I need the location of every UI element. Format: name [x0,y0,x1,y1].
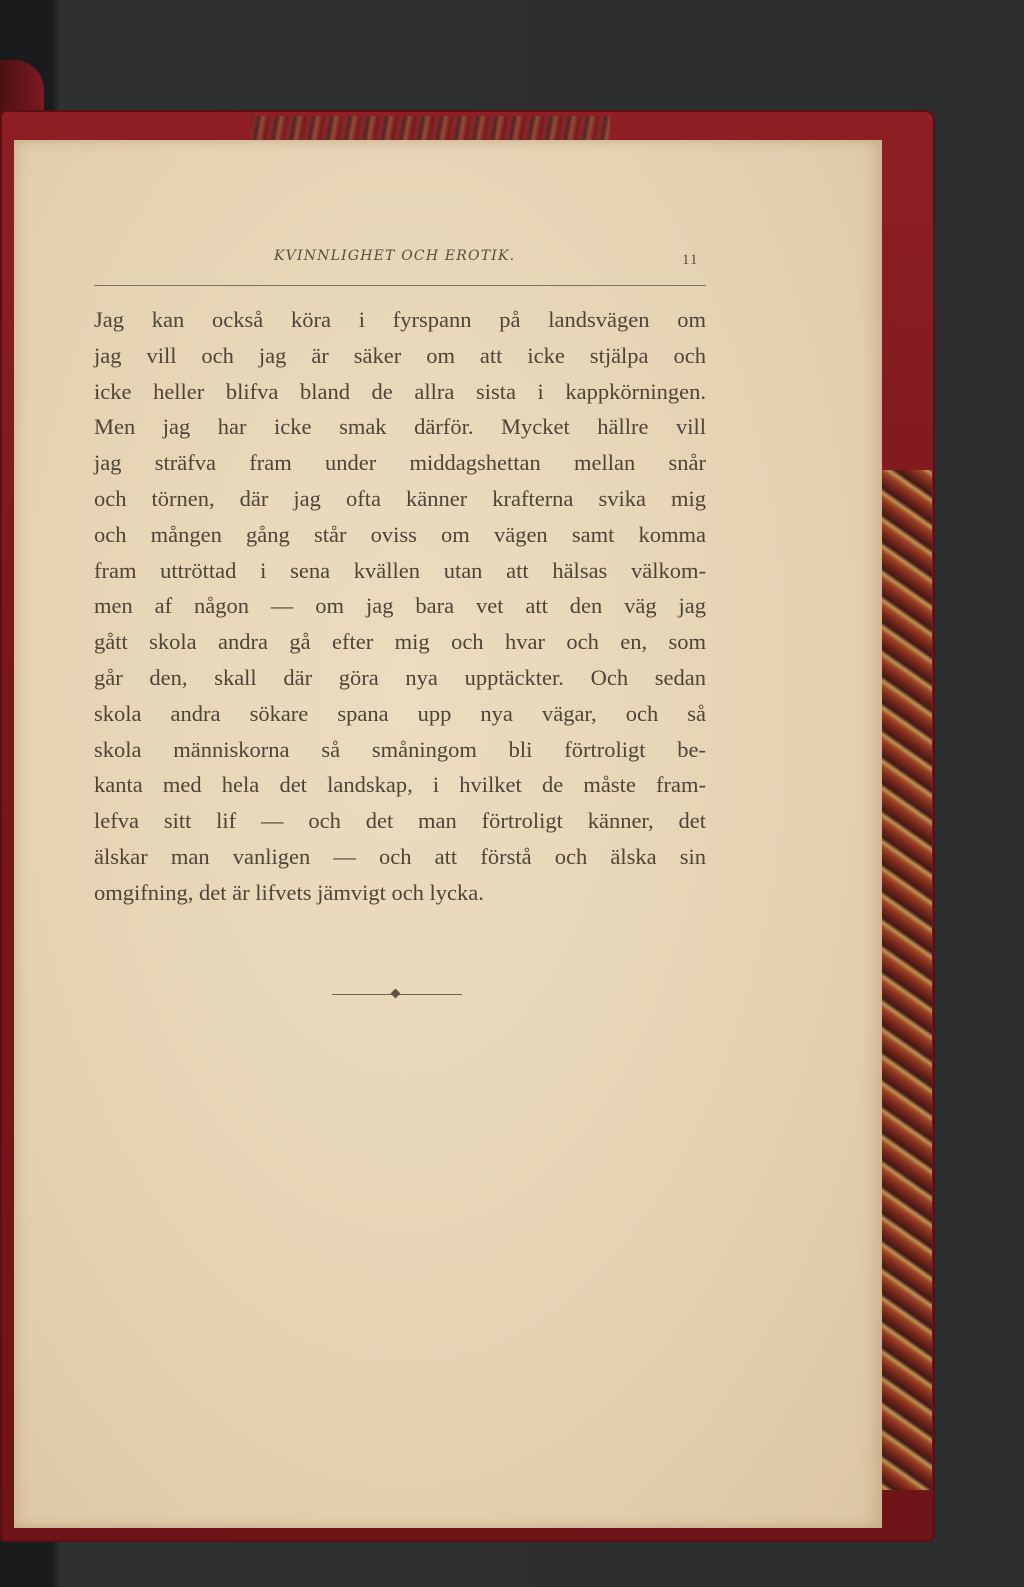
text-line: skola andra sökare spana upp nya vägar, och så [94,700,706,726]
text-line: icke heller blifva bland de allra sista i kappkörningen. [94,378,706,404]
book-page [14,140,882,1528]
text-line: kanta med hela det landskap, i hvilket de måste fram- [94,772,706,798]
text-line: och törnen, där jag ofta känner krafterna svika mig [94,485,706,511]
text-line: Jag kan också köra i fyrspann på landsvägen om [94,307,706,332]
text-line: men af någon — om jag bara vet att den väg jag [94,593,706,619]
running-head: KVINNLIGHET OCH EROTIK. [274,248,516,264]
page-number: 11 [682,252,699,268]
text-line: fram uttröttad i sena kvällen utan att hälsas välkom- [94,557,706,583]
body-text [94,302,706,911]
header-rule [94,285,706,286]
text-line: gått skola andra gå efter mig och hvar och en, som [94,629,706,655]
text-line: jag vill och jag är säker om att icke stjälpa och [94,342,706,368]
end-ornament [332,990,462,1000]
text-line: går den, skall där göra nya upptäckter. Och sedan [94,664,706,690]
diamond-icon [391,989,401,999]
text-line: lefva sitt lif — och det man förtroligt känner, det [94,808,706,834]
text-line: skola människorna så småningom bli förtroligt be- [94,736,706,762]
text-line: omgifning, det är lifvets jämvigt och lycka. [94,879,484,905]
text-line: älskar man vanligen — och att förstå och älska sin [94,843,706,869]
text-line: Men jag har icke smak därför. Mycket hällre vill [94,414,706,440]
text-line: och mången gång står oviss om vägen samt komma [94,521,706,547]
text-line: jag sträfva fram under middagshettan mellan snår [94,450,706,476]
